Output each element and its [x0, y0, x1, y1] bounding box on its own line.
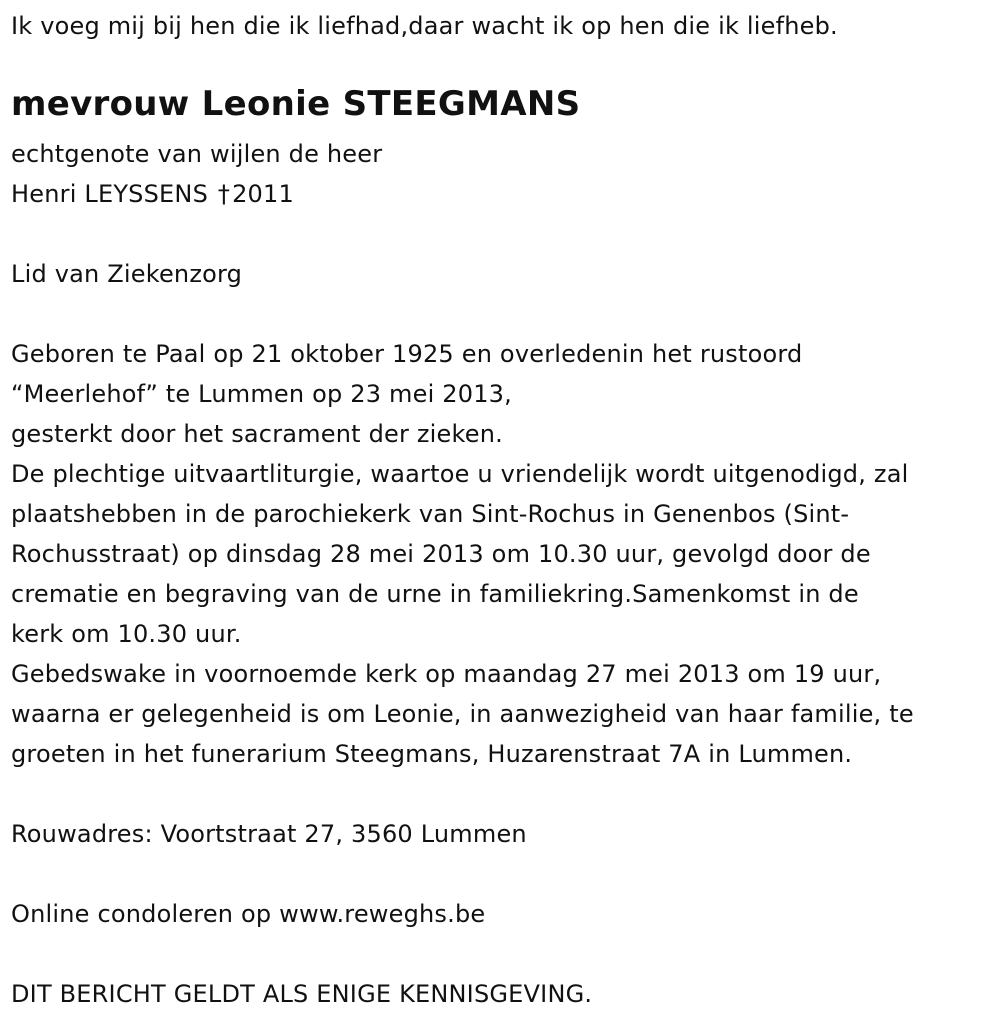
paragraph-line: waarna er gelegenheid is om Leonie, in aanwezigheid van haar familie, te	[11, 700, 914, 728]
paragraph-line: Rochusstraat) op dinsdag 28 mei 2013 om 10.30 uur, gevolgd door de	[11, 540, 871, 568]
paragraph-line: groeten in het funerarium Steegmans, Huzarenstraat 7A in Lummen.	[11, 740, 853, 768]
paragraph-line: gesterkt door het sacrament der zieken.	[11, 420, 503, 448]
spouse-intro: echtgenote van wijlen de heer	[11, 140, 383, 168]
mourning-address: Rouwadres: Voortstraat 27, 3560 Lummen	[11, 820, 527, 848]
motto: Ik voeg mij bij hen die ik liefhad,daar wacht ik op hen die ik liefheb.	[11, 12, 838, 40]
paragraph-line: kerk om 10.30 uur.	[11, 620, 242, 648]
closing-statement: DIT BERICHT GELDT ALS ENIGE KENNISGEVING.	[11, 980, 593, 1008]
paragraph-line: “Meerlehof” te Lummen op 23 mei 2013,	[11, 380, 512, 408]
spouse-name: Henri LEYSSENS	[11, 180, 209, 208]
cross-icon: †	[217, 180, 231, 208]
paragraph-line: De plechtige uitvaartliturgie, waartoe u vriendelijk wordt uitgenodigd, zal	[11, 460, 909, 488]
paragraph-line: Gebedswake in voornoemde kerk op maandag 27 mei 2013 om 19 uur,	[11, 660, 882, 688]
paragraph-line: plaatshebben in de parochiekerk van Sint-Rochus in Genenbos (Sint-	[11, 500, 850, 528]
membership: Lid van Ziekenzorg	[11, 260, 243, 288]
paragraph-line: crematie en begraving van de urne in familiekring.Samenkomst in de	[11, 580, 859, 608]
spouse-line	[11, 174, 294, 214]
spouse-year: 2011	[232, 180, 294, 208]
paragraph-line: Geboren te Paal op 21 oktober 1925 en overledenin het rustoord	[11, 340, 803, 368]
deceased-name: mevrouw Leonie STEEGMANS	[11, 84, 581, 124]
online-condolence: Online condoleren op www.reweghs.be	[11, 900, 486, 928]
